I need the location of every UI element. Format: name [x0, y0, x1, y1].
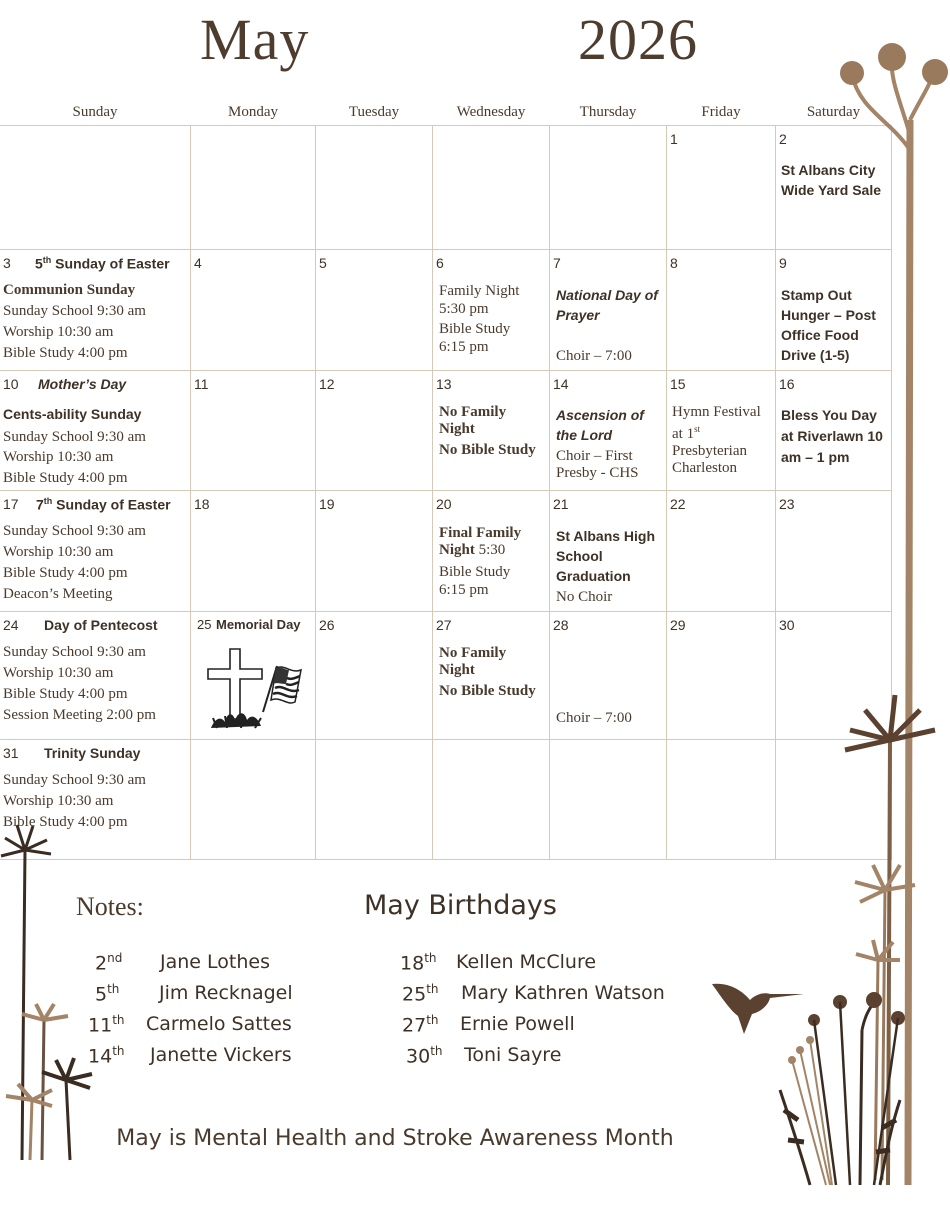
day-number: 2	[779, 131, 787, 147]
day-cell-14	[550, 371, 666, 490]
event-no-bible-study: No Bible Study	[439, 683, 536, 699]
day-number: 17	[3, 496, 19, 512]
day-cell-6	[433, 250, 549, 370]
event-ascension: Ascension of the Lord	[556, 407, 644, 443]
event-worship: Worship 10:30 am	[3, 544, 114, 560]
event-graduation: St Albans High School Graduation	[556, 528, 656, 584]
event-worship: Worship 10:30 am	[3, 324, 114, 340]
day-number: 20	[436, 496, 452, 512]
birthday-entry: 11th Carmelo Sattes	[88, 1013, 292, 1037]
birthday-entry: 5th Jim Recknagel	[95, 982, 293, 1006]
plant-decoration	[0, 820, 100, 1165]
day-cell-3	[0, 250, 190, 370]
event-worship: Worship 10:30 am	[3, 793, 114, 809]
event-sunday-school: Sunday School 9:30 am	[3, 429, 146, 445]
event-bible-study-time: 6:15 pm	[439, 339, 489, 355]
day-number: 11	[194, 376, 209, 392]
day-cell-10	[0, 371, 190, 490]
event-national-day-of-prayer: National Day of Prayer	[556, 287, 658, 323]
day-cell-19	[316, 491, 432, 611]
day-cell-4	[191, 250, 315, 370]
event-session-meeting: Session Meeting 2:00 pm	[3, 707, 156, 723]
month-title: May	[200, 7, 310, 72]
event-bible-study: Bible Study	[439, 321, 511, 337]
day-number: 8	[670, 255, 678, 271]
day-number: 4	[194, 255, 202, 271]
day-number: 24	[3, 617, 19, 633]
event-family-night-time: 5:30 pm	[439, 301, 489, 317]
day-number: 14	[553, 376, 569, 392]
event-bible-study-time: 6:15 pm	[439, 582, 489, 598]
day-number: 22	[670, 496, 686, 512]
year-title: 2026	[578, 7, 698, 72]
day-title: 5th Sunday of Easter	[35, 255, 170, 272]
event-hymn-festival: Hymn Festival at 1st Presbyterian Charleston	[672, 404, 761, 476]
event-stamp-out-hunger: Stamp Out Hunger – Post Office Food Drive (1-5)	[781, 287, 876, 363]
day-number: 1	[670, 131, 678, 147]
event-sunday-school: Sunday School 9:30 am	[3, 523, 146, 539]
day-number: 26	[319, 617, 335, 633]
birthday-entry: 25th Mary Kathren Watson	[402, 982, 665, 1006]
event-deacons-meeting: Deacon’s Meeting	[3, 586, 113, 602]
day-cell-11	[191, 371, 315, 490]
weekday-wednesday: Wednesday	[456, 104, 526, 120]
event-bible-study: Bible Study 4:00 pm	[3, 470, 128, 486]
birthday-entry: 18th Kellen McClure	[400, 951, 597, 975]
birthday-entry: 30th Toni Sayre	[406, 1044, 562, 1068]
day-cell-25	[191, 612, 315, 739]
event-sunday-school: Sunday School 9:30 am	[3, 644, 146, 660]
day-title: Memorial Day	[216, 617, 301, 632]
day-cell-29	[667, 612, 775, 739]
american-flag-icon	[259, 662, 304, 714]
event-no-bible-study: No Bible Study	[439, 442, 536, 458]
day-number: 31	[3, 745, 19, 761]
plant-decoration	[770, 990, 930, 1190]
event-sunday-school: Sunday School 9:30 am	[3, 303, 146, 319]
day-cell-8	[667, 250, 775, 370]
day-number: 23	[779, 496, 795, 512]
day-cell-17	[0, 491, 190, 611]
weekday-tuesday: Tuesday	[348, 104, 400, 120]
weekday-thursday: Thursday	[579, 104, 637, 120]
weekday-monday: Monday	[228, 104, 278, 120]
day-number: 29	[670, 617, 686, 633]
notes-label: Notes:	[76, 892, 144, 921]
event-sunday-school: Sunday School 9:30 am	[3, 772, 146, 788]
day-number: 6	[436, 255, 444, 271]
day-cell-27	[433, 612, 549, 739]
day-cell-18	[191, 491, 315, 611]
birthday-entry: 2nd Jane Lothes	[95, 951, 270, 975]
day-number: 18	[194, 496, 210, 512]
birthday-entry: 27th Ernie Powell	[402, 1013, 575, 1037]
birthdays-title: May Birthdays	[364, 890, 557, 921]
day-cell-15	[667, 371, 775, 490]
day-number: 25	[197, 617, 212, 632]
weekday-friday: Friday	[701, 104, 741, 120]
awareness-month-footer: May is Mental Health and Stroke Awareness Month	[116, 1126, 674, 1151]
event-bible-study: Bible Study 4:00 pm	[3, 814, 128, 830]
day-cell-26	[316, 612, 432, 739]
event-cents-ability: Cents-ability Sunday	[3, 406, 142, 422]
day-number: 9	[779, 255, 787, 271]
event-choir-first-presby: Choir – First Presby - CHS	[556, 448, 639, 481]
day-cell-13	[433, 371, 549, 490]
event-yard-sale: St Albans City Wide Yard Sale	[781, 162, 881, 198]
day-cell-1	[667, 126, 775, 249]
day-cell-12	[316, 371, 432, 490]
day-number: 13	[436, 376, 452, 392]
day-cell-20	[433, 491, 549, 611]
day-title: Mother’s Day	[38, 376, 127, 392]
event-bible-study: Bible Study 4:00 pm	[3, 565, 128, 581]
event-worship: Worship 10:30 am	[3, 665, 114, 681]
day-number: 16	[779, 376, 795, 392]
event-no-family-night: No Family Night	[439, 404, 507, 437]
event-bible-study: Bible Study	[439, 564, 511, 580]
event-bible-study: Bible Study 4:00 pm	[3, 686, 128, 702]
day-number: 10	[3, 376, 19, 392]
event-no-choir: No Choir	[556, 589, 613, 605]
day-number: 30	[779, 617, 795, 633]
event-final-family-night: Final Family Night 5:30	[439, 525, 522, 558]
day-title: Trinity Sunday	[44, 745, 141, 761]
day-title: 7th Sunday of Easter	[36, 496, 171, 513]
event-choir: Choir – 7:00	[556, 348, 632, 364]
day-title: Day of Pentecost	[44, 617, 158, 633]
day-number: 21	[553, 496, 569, 512]
event-bless-you-day: Bless You Day at Riverlawn 10 am – 1 pm	[781, 407, 883, 465]
day-number: 28	[553, 617, 569, 633]
day-number: 3	[3, 255, 11, 271]
day-number: 12	[319, 376, 335, 392]
event-worship: Worship 10:30 am	[3, 449, 114, 465]
day-cell-22	[667, 491, 775, 611]
event-communion: Communion Sunday	[3, 282, 136, 298]
day-number: 15	[670, 376, 686, 392]
day-number: 19	[319, 496, 335, 512]
event-choir: Choir – 7:00	[556, 710, 632, 726]
day-number: 5	[319, 255, 327, 271]
day-cell-5	[316, 250, 432, 370]
event-no-family-night: No Family Night	[439, 645, 507, 678]
day-cell-21	[550, 491, 666, 611]
day-number: 7	[553, 255, 561, 271]
day-number: 27	[436, 617, 452, 633]
weekday-saturday: Saturday	[806, 104, 861, 120]
event-bible-study: Bible Study 4:00 pm	[3, 345, 128, 361]
event-family-night: Family Night	[439, 283, 520, 299]
day-cell-24	[0, 612, 190, 739]
day-cell-7	[550, 250, 666, 370]
weekday-sunday: Sunday	[72, 104, 118, 120]
birthday-entry: 14th Janette Vickers	[88, 1044, 292, 1068]
day-cell-28	[550, 612, 666, 739]
